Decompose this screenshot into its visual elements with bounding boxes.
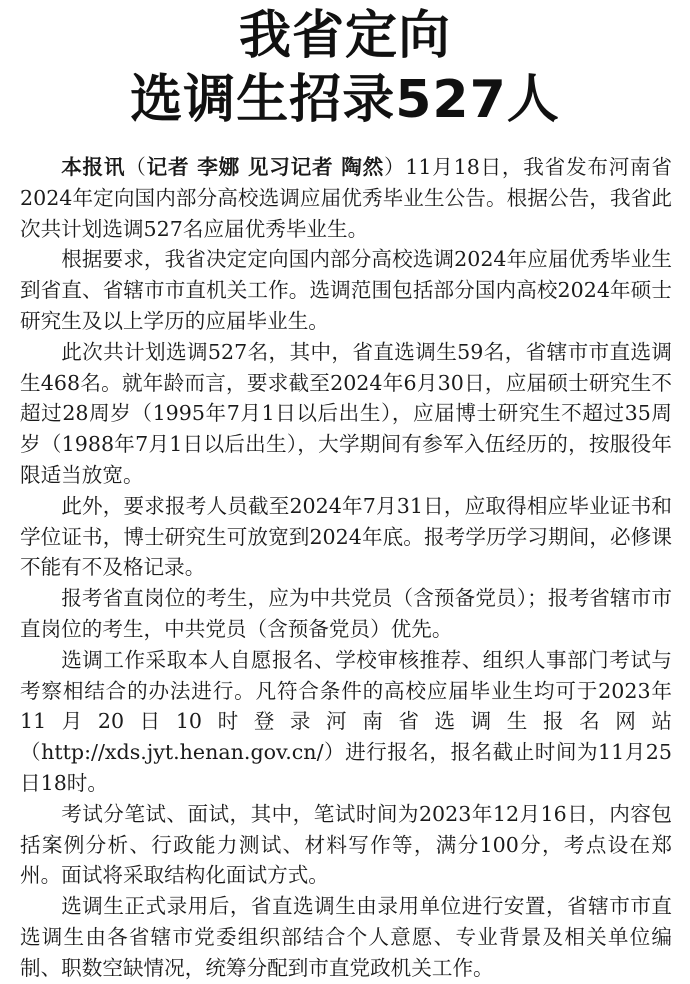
registration-website-url: http://xds.jyt.henan.gov.cn/ [41, 740, 324, 765]
paragraph-6 [20, 645, 672, 799]
paragraph-6-text-before-url: 选调工作采取本人自愿报名、学校审核推荐、组织人事部门考试与考察相结合的办法进行。凡符合条件的高校应届毕业生均可于2023年11月20日10时登录河南省选调生报名网站（ [20, 647, 672, 765]
article-body [20, 152, 672, 984]
paragraph-4: 此外，要求报考人员截至2024年7月31日，应取得相应毕业证书和学位证书，博士研究生可放宽到2024年底。报考学历学习期间，必修课不能有不及格记录。 [20, 493, 672, 580]
paragraph-6-text-after-url: ）进行报名，报名截止时间为11月25日18时。 [20, 740, 673, 795]
dateline-lead: 本报讯 [61, 155, 126, 179]
dateline-open-paren: （ [125, 155, 147, 179]
paragraph-1-text: 11月18日，我省发布河南省2024年定向国内部分高校选调应届优秀毕业生公告。根据公告，我省此次共计划选调527名应届优秀毕业生。 [20, 155, 672, 241]
paragraph-2: 根据要求，我省决定定向国内部分高校选调2024年应届优秀毕业生到省直、省辖市市直机关工作。选调范围包括部分国内高校2024年硕士研究生及以上学历的应届毕业生。 [20, 247, 672, 333]
dateline-close-paren: ） [383, 155, 406, 179]
headline-line-1: 我省定向 [238, 6, 451, 66]
reporter-credit: 记者 李娜 见习记者 陶然 [146, 155, 384, 179]
paragraph-8: 选调生正式录用后，省直选调生由录用单位进行安置，省辖市市直选调生由各省辖市党委组织部结合个人意愿、专业背景及相关单位编制、职数空缺情况，统筹分配到市直党政机关工作。 [20, 894, 672, 980]
paragraph-7: 考试分笔试、面试，其中，笔试时间为2023年12月16日，内容包括案例分析、行政能力测试、材料写作等，满分100分，考点设在郑州。面试将采取结构化面试方式。 [20, 801, 672, 888]
paragraph-5: 报考省直岗位的考生，应为中共党员（含预备党员）；报考省辖市市直岗位的考生，中共党员（含预备党员）优先。 [20, 586, 672, 641]
headline-line-2: 选调生招录527人 [130, 70, 560, 130]
headline [0, 4, 690, 132]
paragraph-1 [20, 152, 672, 244]
paragraph-3: 此次共计划选调527名，其中，省直选调生59名，省辖市市直选调生468名。就年龄而言，要求截至2024年6月30日，应届硕士研究生不超过28周岁（1995年7月1日以后出生），应届博士研究生不超过35周岁（1988年7月1日以后出生），大学期间有参军入伍经历的，按服役年限适当放宽。 [20, 339, 672, 487]
